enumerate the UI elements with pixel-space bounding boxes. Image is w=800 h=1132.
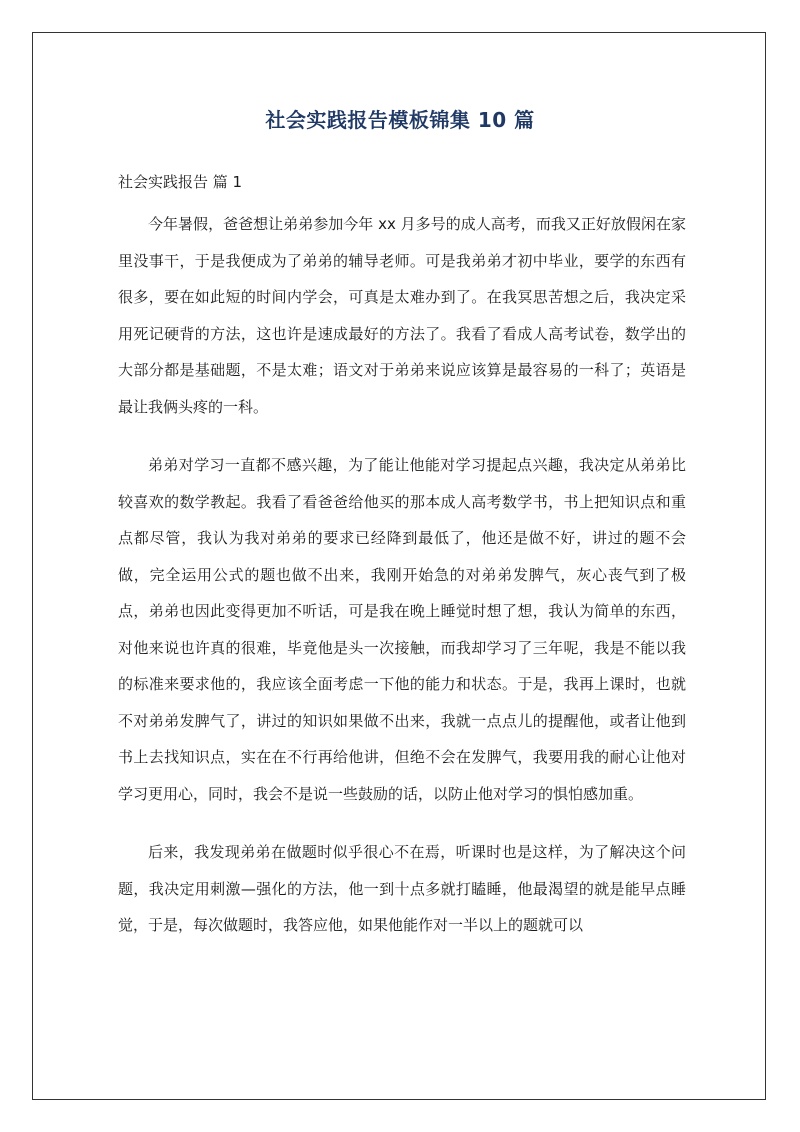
paragraph-3: 后来，我发现弟弟在做题时似乎很心不在焉，听课时也是这样，为了解决这个问题，我决定用刺激—强化的方法，他一到十点多就打瞌睡，他最渴望的就是能早点睡觉，于是，每次做题时，我答应他，如果他能作对一半以上的题就可以 bbox=[118, 843, 686, 934]
section-heading: 社会实践报告 篇 1 bbox=[118, 173, 243, 191]
paragraph-1: 今年暑假，爸爸想让弟弟参加今年 xx 月多号的成人高考，而我又正好放假闲在家里没事干，于是我便成为了弟弟的辅导老师。可是我弟弟才初中毕业，要学的东西有很多，要在如此短的时间内学会，可真是太难办到了。在我冥思苦想之后，我决定采用死记硬背的方法，这也许是速成最好的方法了。我看了看成人高考试卷，数学出的大部分都是基础题，不是太难；语文对于弟弟来说应该算是最容易的一科了；英语是最让我俩头疼的一科。 bbox=[118, 215, 686, 416]
paragraph-2: 弟弟对学习一直都不感兴趣，为了能让他能对学习提起点兴趣，我决定从弟弟比较喜欢的数学教起。我看了看爸爸给他买的那本成人高考数学书，书上把知识点和重点都尽管，我认为我对弟弟的要求已经降到最低了，他还是做不好，讲过的题不会做，完全运用公式的题也做不出来，我刚开始急的对弟弟发脾气，灰心丧气到了极点，弟弟也因此变得更加不听话，可是我在晚上睡觉时想了想，我认为简单的东西，对他来说也许真的很难，毕竟他是头一次接触，而我却学习了三年呢，我是不能以我的标准来要求他的，我应该全面考虑一下他的能力和状态。于是，我再上课时，也就不对弟弟发脾气了，讲过的知识如果做不出来，我就一点点儿的提醒他，或者让他到书上去找知识点，实在在不行再给他讲，但绝不会在发脾气，我要用我的耐心让他对学习更用心，同时，我会不是说一些鼓励的话，以防止他对学习的惧怕感加重。 bbox=[118, 456, 686, 803]
document-body bbox=[118, 206, 686, 966]
document-title: 社会实践报告模板锦集 10 篇 bbox=[265, 108, 535, 132]
